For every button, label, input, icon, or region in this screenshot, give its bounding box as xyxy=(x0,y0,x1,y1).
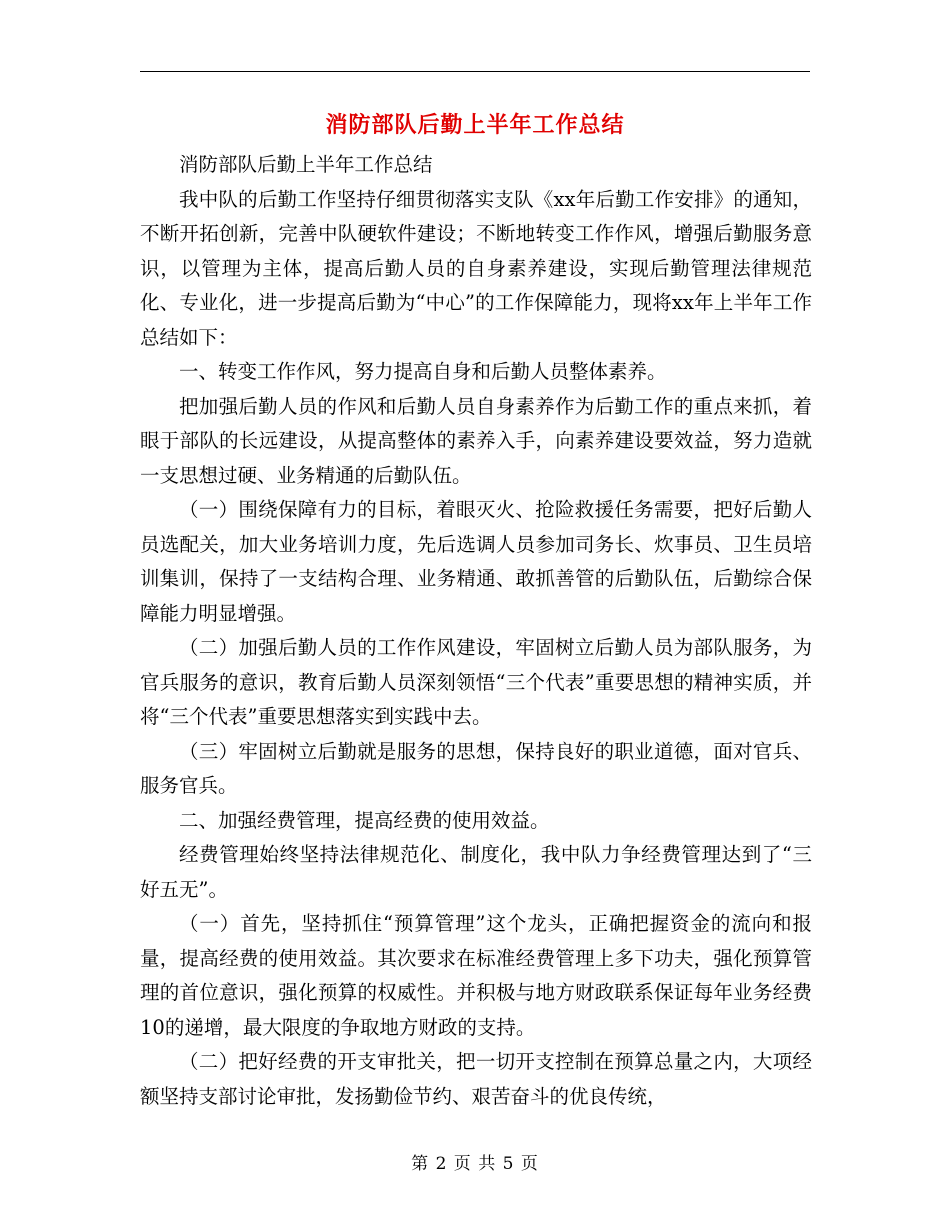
paragraph: （二）加强后勤人员的工作作风建设，牢固树立后勤人员为部队服务，为官兵服务的意识，教育后勤人员深刻领悟“三个代表”重要思想的精神实质，并将“三个代表”重要思想落实到实践中去。 xyxy=(140,636,812,728)
page-number: 第 2 页 共 5 页 xyxy=(411,1154,539,1174)
paragraph: 把加强后勤人员的作风和后勤人员自身素养作为后勤工作的重点来抓，着眼于部队的长远建设，从提高整体的素养入手，向素养建设要效益，努力造就一支思想过硬、业务精通的后勤队伍。 xyxy=(140,394,812,487)
document-body xyxy=(140,148,812,1114)
section-heading: 一、转变工作作风，努力提高自身和后勤人员整体素养。 xyxy=(179,360,667,383)
paragraph: （三）牢固树立后勤就是服务的思想，保持良好的职业道德，面对官兵、服务官兵。 xyxy=(140,739,812,797)
header-rule xyxy=(140,71,810,72)
section-heading: 二、加强经费管理，提高经费的使用效益。 xyxy=(179,808,550,832)
paragraph: 经费管理始终坚持法律规范化、制度化，我中队力争经费管理达到了“三好五无”。 xyxy=(140,843,812,901)
paragraph: 我中队的后勤工作坚持仔细贯彻落实支队《xx年后勤工作安排》的通知，不断开拓创新，完善中队硬软件建设；不断地转变工作作风，增强后勤服务意识，以管理为主体，提高后勤人员的自身素养建设，实现后勤管理法律规范化、专业化，进一步提高后勤为“中心”的工作保障能力，现将xx年上半年工作总结如下： xyxy=(140,187,812,349)
document-title: 消防部队后勤上半年工作总结 xyxy=(325,113,625,138)
paragraph: （一）围绕保障有力的目标，着眼灭火、抢险救援任务需要，把好后勤人员选配关，加大业务培训力度，先后选调人员参加司务长、炊事员、卫生员培训集训，保持了一支结构合理、业务精通、敢抓善管的后勤队伍，后勤综合保障能力明显增强。 xyxy=(140,498,812,625)
paragraph: （二）把好经费的开支审批关，把一切开支控制在预算总量之内，大项经额坚持支部讨论审批，发扬勤俭节约、艰苦奋斗的优良传统， xyxy=(140,1050,812,1108)
paragraph: （一）首先，坚持抓住“预算管理”这个龙头，正确把握资金的流向和报量，提高经费的使用效益。其次要求在标准经费管理上多下功夫，强化预算管理的首位意识，强化预算的权威性。并积极与地方财政联系保证每年业务经费10的递增，最大限度的争取地方财政的支持。 xyxy=(140,912,812,1039)
paragraph: 消防部队后勤上半年工作总结 xyxy=(179,153,433,176)
